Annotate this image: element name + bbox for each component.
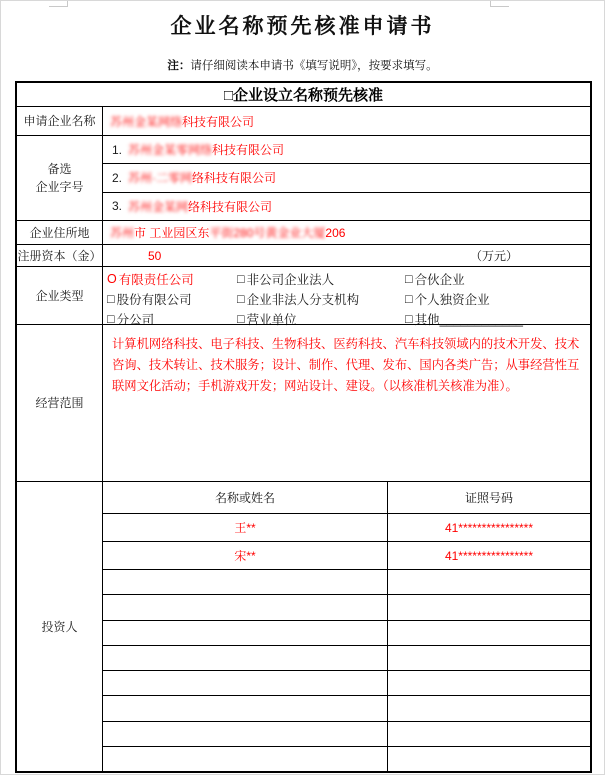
investor-id-column-header: 证照号码: [464, 491, 513, 505]
company-type-option-selected: [107, 270, 237, 288]
alternate-label-line2: 企业字号: [35, 180, 84, 194]
checkbox-icon: □: [405, 272, 413, 286]
alternate-label-line1: 备选: [47, 162, 72, 176]
alternate-name-item: [103, 136, 590, 163]
investor-row: [103, 541, 590, 569]
alternate-clear: 科技有限公司: [212, 143, 285, 158]
page-margin-mark-right: [490, 6, 509, 7]
address-redacted-2: 平街280号黄金业大厦: [209, 226, 326, 240]
checkbox-icon: □: [107, 292, 115, 306]
option-label: 有限责任公司: [118, 273, 194, 287]
registered-capital-label: 注册资本（金）: [17, 245, 103, 266]
application-table: [15, 81, 592, 773]
option-label: 其他____________: [414, 313, 523, 327]
company-type-option: [237, 290, 405, 308]
registered-capital-value: 50: [148, 248, 162, 263]
investors-table: [103, 482, 590, 771]
applied-name-clear: 科技有限公司: [182, 114, 255, 129]
instruction-note: [1, 57, 604, 73]
checkbox-icon: □: [237, 272, 245, 286]
applied-name-row: [17, 106, 590, 135]
investor-name: 王**: [103, 514, 388, 541]
note-label: 注：: [167, 60, 191, 72]
note-text: 请仔细阅读本申请书《填写说明》，按要求填写。: [190, 60, 438, 72]
investor-empty-row: [103, 594, 590, 619]
company-type-option: [237, 270, 405, 288]
selected-radio-icon: O: [107, 272, 117, 286]
investor-id: 41****************: [444, 520, 534, 535]
investors-row: [17, 481, 590, 771]
investor-name-column-header: 名称或姓名: [103, 482, 388, 513]
registered-capital-row: [17, 244, 590, 266]
section-title: □企业设立名称预先核准: [223, 87, 384, 104]
address-clear-2: 206: [325, 225, 346, 240]
business-scope-row: [17, 324, 590, 481]
investor-empty-row: [103, 670, 590, 695]
alternate-redacted: 苏州·二零网: [128, 171, 193, 186]
alternate-names-label: [17, 136, 103, 220]
investor-empty-row: [103, 746, 590, 771]
page-margin-mark-left: [49, 6, 68, 7]
option-label: 营业单位: [246, 313, 297, 327]
investor-row: [103, 513, 590, 541]
alternate-clear: 络科技有限公司: [192, 171, 277, 186]
address-row: [17, 220, 590, 244]
registered-capital-value-cell: [103, 245, 590, 266]
option-label: 股份有限公司: [116, 293, 192, 307]
page-title: 企业名称预先核准申请书: [170, 15, 435, 38]
applied-name-label: 申请企业名称: [17, 107, 103, 135]
company-type-label: 企业类型: [17, 267, 103, 324]
company-type-option: [405, 270, 590, 288]
address-redacted-1: 苏州: [110, 226, 135, 240]
investor-empty-row: [103, 620, 590, 645]
company-type-option: [405, 290, 590, 308]
applied-name-value: [103, 107, 590, 135]
investors-label: 投资人: [17, 482, 103, 771]
option-label: 个人独资企业: [414, 293, 490, 307]
investor-empty-row: [103, 569, 590, 594]
alternate-clear: 络科技有限公司: [188, 199, 273, 214]
investor-empty-row: [103, 695, 590, 720]
business-scope-label: 经营范围: [17, 325, 103, 481]
company-type-options: [103, 267, 590, 327]
alternate-names-list: [103, 136, 590, 220]
option-label: 合伙企业: [414, 273, 465, 287]
alternate-names-row: [17, 135, 590, 220]
investor-empty-row: [103, 645, 590, 670]
checkbox-icon: □: [405, 292, 413, 306]
option-label: 非公司企业法人: [246, 273, 335, 287]
investor-id: 41****************: [444, 548, 534, 563]
registered-capital-unit: （万元）: [469, 249, 518, 263]
checkbox-icon: □: [237, 292, 245, 306]
company-type-row: [17, 266, 590, 327]
checkbox-icon: □: [237, 312, 245, 326]
alternate-number: 3.: [112, 199, 123, 214]
address-label: 企业住所地: [17, 221, 103, 244]
alternate-redacted: 苏州金某网: [128, 199, 189, 214]
address-value: [103, 221, 590, 244]
company-type-option: [107, 290, 237, 308]
investor-empty-row: [103, 721, 590, 746]
page-margin-mark-left-tick: [67, 1, 68, 7]
investors-header-row: [103, 482, 590, 513]
investor-name: 宋**: [103, 542, 388, 569]
alternate-name-item: [103, 163, 590, 191]
option-label: 分公司: [116, 313, 155, 327]
section-header-row: [17, 83, 590, 106]
checkbox-icon: □: [405, 312, 413, 326]
applied-name-redacted: 苏州金某网络: [110, 114, 183, 129]
checkbox-icon: □: [107, 312, 115, 326]
alternate-number: 1.: [112, 142, 123, 157]
business-scope-text: 计算机网络科技、电子科技、生物科技、医药科技、汽车科技领域内的技术开发、技术咨询、技术转让、技术服务；设计、制作、代理、发布、国内各类广告；从事经营性互联网文化活动；手机游戏开发；网站设计、建设。（以核准机关核准为准）。: [112, 337, 580, 393]
alternate-number: 2.: [112, 170, 123, 185]
alternate-redacted: 苏州金某零网络: [128, 143, 213, 158]
option-label: 企业非法人分支机构: [246, 293, 360, 307]
address-clear-1: 市 工业园区东: [134, 226, 210, 240]
alternate-name-item: [103, 192, 590, 220]
